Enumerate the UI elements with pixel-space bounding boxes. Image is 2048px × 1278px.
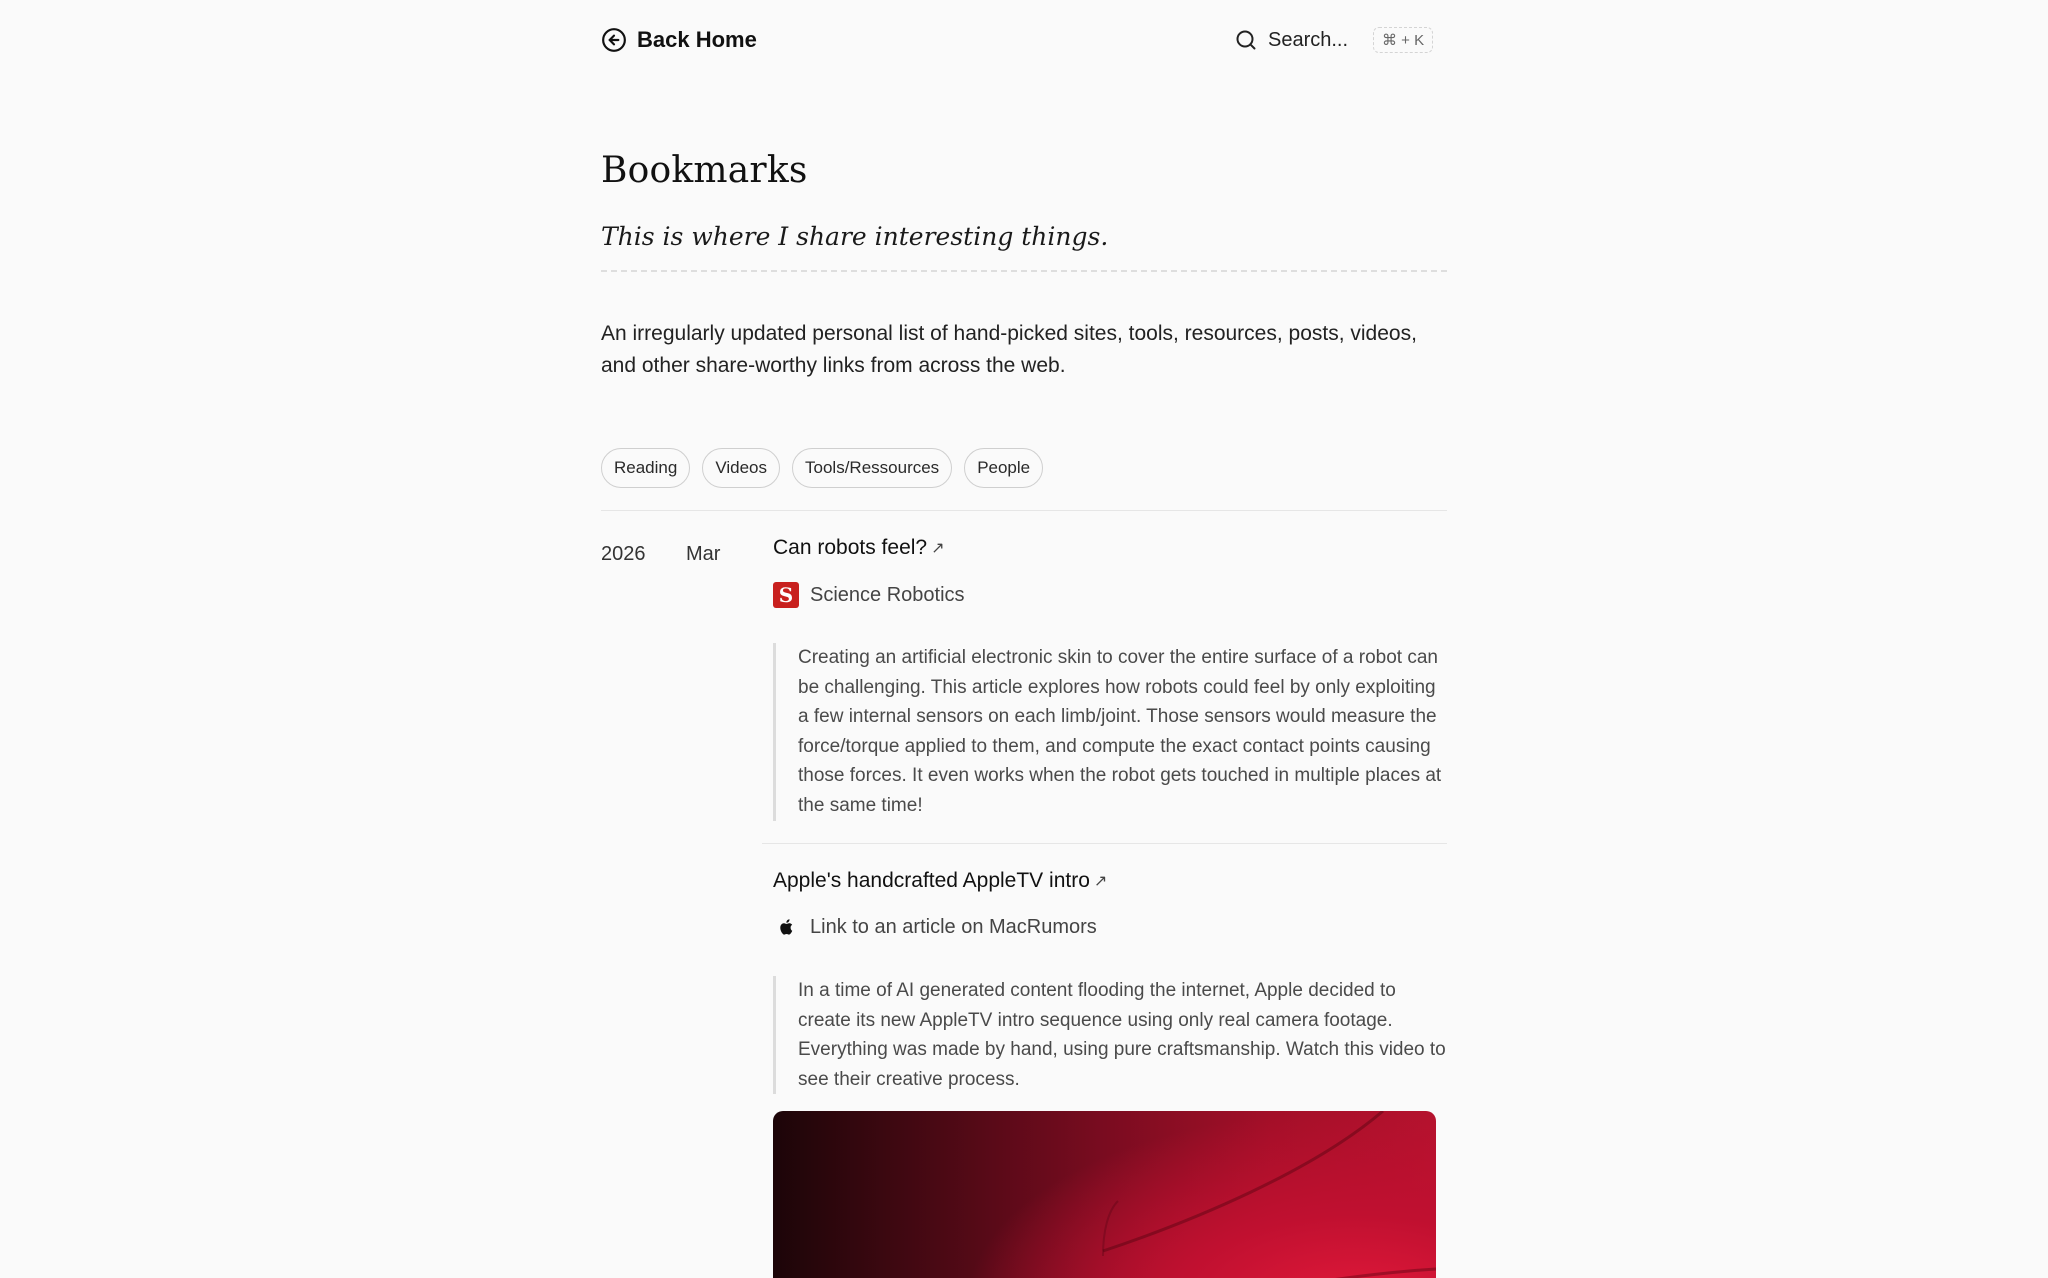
group-year: 2026 xyxy=(601,543,646,565)
bookmark-source xyxy=(773,914,1097,940)
search-icon xyxy=(1234,28,1258,52)
page-title: Bookmarks xyxy=(601,150,808,191)
search-button[interactable] xyxy=(1234,24,1348,56)
keyboard-shortcut-badge xyxy=(1373,27,1433,53)
bookmark-title-link[interactable] xyxy=(773,869,1107,893)
bookmark-source-label: Link to an article on MacRumors xyxy=(810,915,1097,938)
bookmark-description: In a time of AI generated content flooding the internet, Apple decided to create its new AppleTV intro sequence using only real camera footage. Everything was made by hand, using pure craftsmanship. Watch this video to see their creative process. xyxy=(773,976,1447,1094)
filter-chip-reading[interactable]: Reading xyxy=(601,448,690,488)
filter-chip-people[interactable]: People xyxy=(964,448,1043,488)
shortcut-text: ⌘ + K xyxy=(1382,32,1425,49)
search-label: Search... xyxy=(1268,28,1349,51)
video-thumbnail[interactable] xyxy=(773,1111,1436,1278)
bookmark-description: Creating an artificial electronic skin to cover the entire surface of a robot can be challenging. This article explores how robots could feel by only exploiting a few internal sensors on each limb/joint. Those sensors would measure the force/torque applied to them, and compute the exact contact points causing those forces. It even works when the robot gets touched in multiple places at the same time! xyxy=(773,643,1447,821)
external-link-icon: ↗ xyxy=(931,540,945,557)
bookmark-source-label: Science Robotics xyxy=(810,583,965,606)
bookmark-source xyxy=(773,582,965,608)
entry-divider xyxy=(762,843,1447,844)
filter-chip-videos[interactable]: Videos xyxy=(702,448,780,488)
bookmark-title: Apple's handcrafted AppleTV intro xyxy=(773,869,1090,892)
page-intro: An irregularly updated personal list of hand-picked sites, tools, resources, posts, videos, and other share-worthy links from across the web. xyxy=(601,322,1417,377)
video-thumbnail-art xyxy=(773,1111,1436,1278)
bookmark-title-link[interactable] xyxy=(773,536,945,560)
filter-chips xyxy=(601,448,1043,488)
external-link-icon: ↗ xyxy=(1093,873,1108,890)
arrow-left-circle-icon xyxy=(601,27,627,53)
filter-chip-tools-ressources[interactable]: Tools/Ressources xyxy=(792,448,952,488)
dashed-divider xyxy=(601,270,1447,272)
back-home-link[interactable] xyxy=(601,24,757,56)
group-month: Mar xyxy=(686,543,721,565)
apple-icon xyxy=(773,914,799,940)
bookmark-title: Can robots feel? xyxy=(773,536,928,559)
science-robotics-icon: S xyxy=(773,582,799,608)
back-home-label: Back Home xyxy=(637,27,757,52)
page-subtitle: This is where I share interesting things. xyxy=(601,222,1109,251)
section-divider xyxy=(601,510,1447,511)
